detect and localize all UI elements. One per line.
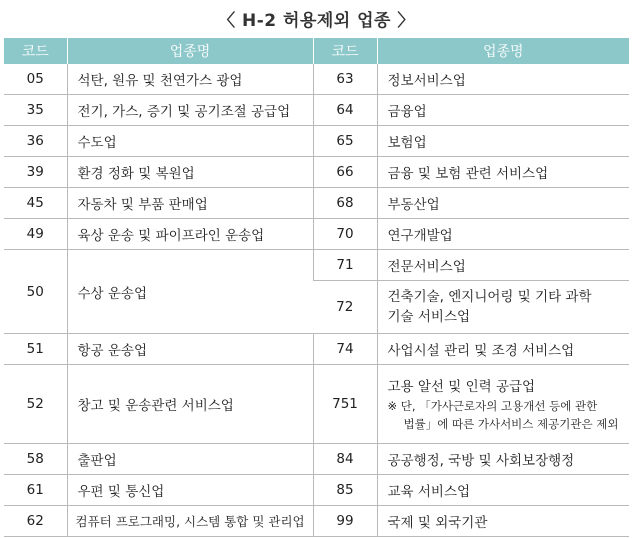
left-code: 45 [4, 188, 67, 219]
right-code: 70 [313, 219, 377, 250]
right-industry [377, 365, 629, 444]
note-line1: ※ 단, 「가사근로자의 고용개선 등에 관한 [387, 399, 598, 413]
table-row [4, 219, 629, 250]
left-code: 58 [4, 444, 67, 475]
right-industry: 부동산업 [377, 188, 629, 219]
right-code: 84 [313, 444, 377, 475]
right-code: 65 [313, 126, 377, 157]
left-industry: 출판업 [67, 444, 313, 475]
left-industry: 자동차 및 부품 판매업 [67, 188, 313, 219]
excluded-industries-table [4, 38, 629, 537]
right-code: 99 [313, 506, 377, 537]
exception-note [388, 397, 630, 433]
header-code-left: 코드 [4, 38, 67, 64]
table-row [4, 444, 629, 475]
right-code: 85 [313, 475, 377, 506]
right-industry-main: 고용 알선 및 인력 공급업 [387, 379, 536, 395]
right-industry-line1: 건축기술, 엔지니어링 및 기타 과학 [387, 289, 592, 305]
right-code: 64 [313, 95, 377, 126]
left-code: 49 [4, 219, 67, 250]
left-code: 50 [4, 250, 67, 334]
left-industry: 환경 정화 및 복원업 [67, 157, 313, 188]
left-code: 36 [4, 126, 67, 157]
right-code: 66 [313, 157, 377, 188]
header-code-right: 코드 [313, 38, 377, 64]
table-row [4, 157, 629, 188]
note-line2: 법률」에 따른 가사서비스 제공기관은 제외 [403, 417, 619, 431]
right-code: 751 [313, 365, 377, 444]
right-industry: 보험업 [377, 126, 629, 157]
left-code: 35 [4, 95, 67, 126]
left-industry: 전기, 가스, 증기 및 공기조절 공급업 [67, 95, 313, 126]
left-code: 52 [4, 365, 67, 444]
left-industry: 우편 및 통신업 [67, 475, 313, 506]
right-industry: 사업시설 관리 및 조경 서비스업 [377, 334, 629, 365]
table-row [4, 365, 629, 444]
left-code: 61 [4, 475, 67, 506]
table-row [4, 188, 629, 219]
right-industry: 국제 및 외국기관 [377, 506, 629, 537]
table-row [4, 95, 629, 126]
table-row [4, 475, 629, 506]
table-row [4, 126, 629, 157]
left-code: 62 [4, 506, 67, 537]
right-code: 72 [313, 281, 377, 334]
left-industry: 수도업 [67, 126, 313, 157]
left-code: 05 [4, 64, 67, 95]
left-industry: 수상 운송업 [67, 250, 313, 334]
right-industry: 금융 및 보험 관련 서비스업 [377, 157, 629, 188]
header-row [4, 38, 629, 64]
left-industry: 창고 및 운송관련 서비스업 [67, 365, 313, 444]
right-industry: 교육 서비스업 [377, 475, 629, 506]
right-code: 71 [313, 250, 377, 281]
left-code: 51 [4, 334, 67, 365]
header-industry-right: 업종명 [377, 38, 629, 64]
table-row [4, 334, 629, 365]
right-industry: 정보서비스업 [377, 64, 629, 95]
right-industry: 공공행정, 국방 및 사회보장행정 [377, 444, 629, 475]
right-code: 63 [313, 64, 377, 95]
right-industry-line2: 기술 서비스업 [387, 309, 471, 325]
left-industry: 육상 운송 및 파이프라인 운송업 [67, 219, 313, 250]
right-industry: 전문서비스업 [377, 250, 629, 281]
right-industry: 금융업 [377, 95, 629, 126]
header-industry-left: 업종명 [67, 38, 313, 64]
left-code: 39 [4, 157, 67, 188]
left-industry: 석탄, 원유 및 천연가스 광업 [67, 64, 313, 95]
table-title: 〈 H-2 허용제외 업종 〉 [218, 11, 415, 31]
right-industry: 연구개발업 [377, 219, 629, 250]
table-row [4, 250, 629, 281]
left-industry: 항공 운송업 [67, 334, 313, 365]
table-row [4, 64, 629, 95]
right-industry [377, 281, 629, 334]
right-code: 74 [313, 334, 377, 365]
right-code: 68 [313, 188, 377, 219]
left-industry: 컴퓨터 프로그래밍, 시스템 통합 및 관리업 [67, 506, 313, 537]
table-row [4, 506, 629, 537]
